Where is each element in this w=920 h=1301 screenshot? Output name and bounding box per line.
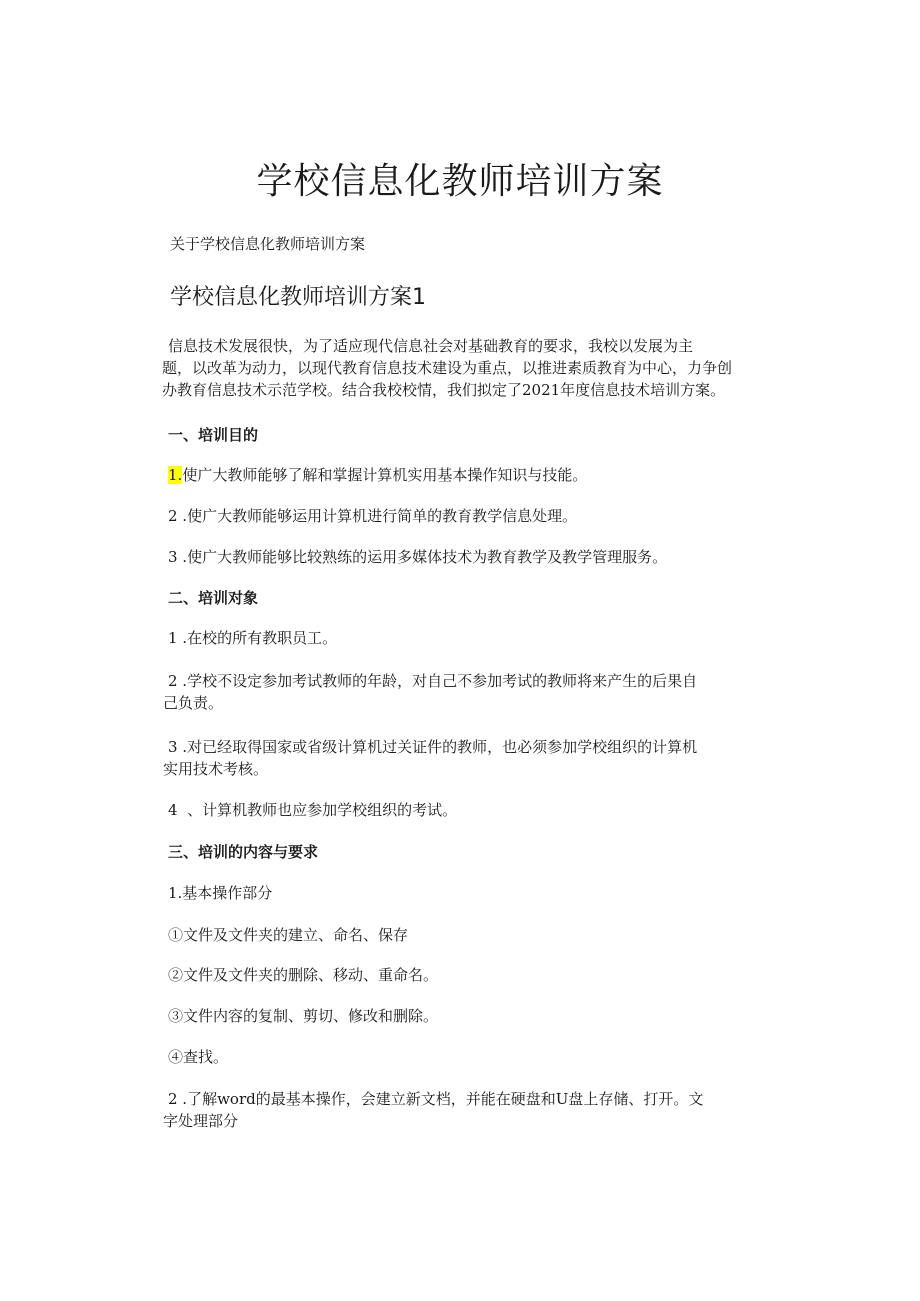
content-item-1a: ①文件及文件夹的建立、命名、保存: [168, 926, 409, 944]
content-item-1c: ③文件内容的复制、剪切、修改和删除。: [168, 1007, 439, 1025]
goal-1-text: 使广大教师能够了解和掌握计算机实用基本操作知识与技能。: [182, 466, 588, 484]
target-3-line-2: 实用技术考核。: [163, 760, 269, 778]
document-title: 学校信息化教师培训方案: [256, 161, 664, 202]
intro-paragraph: [162, 335, 778, 401]
content-item-1b: ②文件及文件夹的删除、移动、重命名。: [168, 966, 439, 984]
goal-item-2: 2 .使广大教师能够运用计算机进行简单的教育教学信息处理。: [168, 507, 578, 525]
target-2-line-1: 2 .学校不设定参加考试教师的年龄，对自己不参加考试的教师将来产生的后果自: [168, 672, 698, 690]
section-title: 学校信息化教师培训方案1: [170, 285, 426, 310]
goal-item-1: [168, 464, 778, 486]
content-2-line-2: 字处理部分: [163, 1112, 239, 1130]
content-item-1d: ④查找。: [168, 1048, 229, 1066]
heading-goals: 一、培训目的: [168, 426, 259, 444]
target-item-3: [163, 736, 783, 780]
intro-line-1: 信息技术发展很快，为了适应现代信息社会对基础教育的要求，我校以发展为主: [168, 337, 694, 355]
goal-item-3: 3 .使广大教师能够比较熟练的运用多媒体技术为教育教学及教学管理服务。: [168, 548, 668, 566]
target-item-1: 1 .在校的所有教职员工。: [168, 629, 338, 647]
intro-line-2: 题，以改革为动力，以现代教育信息技术建设为重点，以推进素质教育为中心，力争创: [162, 359, 733, 377]
target-2-line-2: 己负责。: [163, 694, 224, 712]
target-item-4: 4 、计算机教师也应参加学校组织的考试。: [168, 801, 458, 819]
document-subtitle: 关于学校信息化教师培训方案: [170, 235, 366, 253]
goal-1-number: 1.: [168, 466, 183, 484]
content-item-2: [163, 1088, 783, 1132]
target-3-line-1: 3 .对已经取得国家或省级计算机过关证件的教师，也必须参加学校组织的计算机: [168, 738, 698, 756]
intro-line-3: 办教育信息技术示范学校。结合我校校情，我们拟定了2021年度信息技术培训方案。: [162, 381, 726, 399]
heading-content: 三、培训的内容与要求: [168, 843, 319, 861]
content-item-1: 1.基本操作部分: [168, 884, 273, 902]
heading-targets: 二、培训对象: [168, 589, 259, 607]
target-item-2: [163, 670, 783, 714]
content-2-line-1: 2 .了解word的最基本操作，会建立新文档，并能在硬盘和U盘上存储、打开。文: [168, 1090, 704, 1108]
